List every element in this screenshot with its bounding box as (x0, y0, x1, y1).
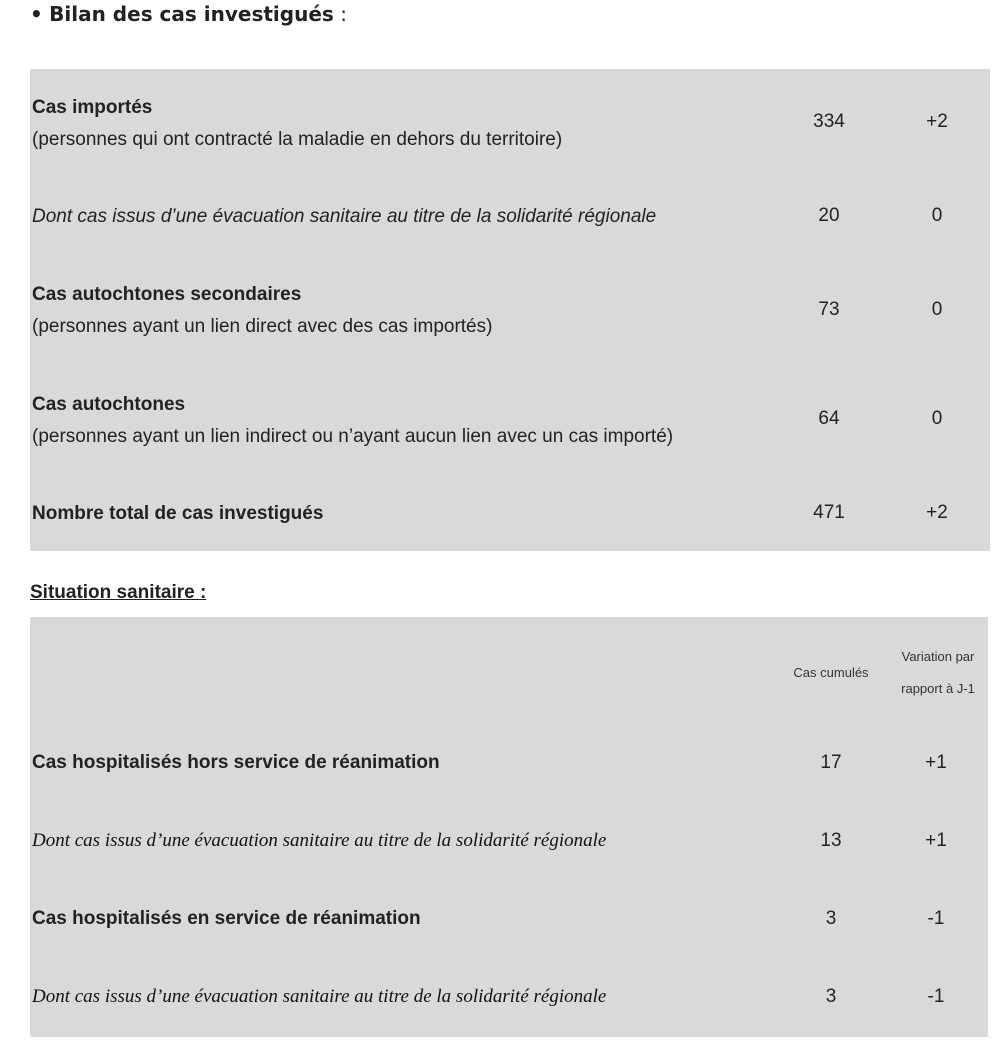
row-title: Cas importés (32, 97, 153, 118)
row-title: Cas hospitalisés en service de réanimation (32, 908, 421, 929)
variation-value: -1 (927, 908, 945, 929)
sanitary-situation-table (30, 617, 988, 1037)
bullet: • (30, 2, 43, 26)
row-title: Cas autochtones secondaires (32, 284, 302, 305)
row-label (32, 498, 323, 530)
cumulative-value: 73 (818, 299, 840, 320)
cumulative-value: 471 (813, 502, 845, 523)
row-description: (personnes qui ont contracté la maladie en dehors du territoire) (32, 129, 563, 150)
cumulative-value: 17 (820, 752, 842, 773)
variation-value: -1 (927, 986, 945, 1007)
variation-value: +1 (925, 752, 947, 773)
row-label (32, 279, 492, 343)
row-description: (personnes ayant un lien indirect ou n’ayant aucun lien avec un cas importé) (32, 426, 674, 447)
row-title: Dont cas issus d’une évacuation sanitaire au titre de la solidarité régionale (32, 830, 607, 851)
section-title: Bilan des cas investigués (49, 2, 334, 26)
variation-value: 0 (931, 205, 943, 226)
cumulative-value: 64 (818, 408, 840, 429)
cumulative-value: 3 (825, 908, 837, 929)
row-label (32, 92, 562, 156)
row-title: Dont cas issus d’une évacuation sanitaire au titre de la solidarité régionale (32, 986, 607, 1007)
cumulative-value: 334 (813, 111, 845, 132)
variation-value: +1 (925, 830, 947, 851)
variation-value: +2 (926, 502, 948, 523)
cases-investigated-table (30, 69, 990, 551)
variation-value: +2 (926, 111, 948, 132)
cumulative-value: 3 (825, 986, 837, 1007)
row-title: Dont cas issus d’une évacuation sanitaire au titre de la solidarité régionale (32, 206, 657, 227)
header-variation-line2: rapport à J-1 (901, 681, 975, 696)
row-description: (personnes ayant un lien direct avec des cas importés) (32, 316, 493, 337)
cumulative-value: 20 (818, 205, 840, 226)
row-title: Nombre total de cas investigués (32, 503, 324, 524)
row-label (32, 389, 673, 453)
row-title: Cas hospitalisés hors service de réanimation (32, 752, 440, 773)
header-cumulative: Cas cumulés (793, 665, 869, 680)
header-variation-line1: Variation par (901, 649, 975, 664)
section-heading (30, 2, 347, 26)
title-colon: : (340, 2, 347, 26)
variation-value: 0 (931, 408, 943, 429)
subsection-title: Situation sanitaire : (30, 582, 207, 603)
variation-value: 0 (931, 299, 943, 320)
cumulative-value: 13 (820, 830, 842, 851)
row-title: Cas autochtones (32, 394, 186, 415)
